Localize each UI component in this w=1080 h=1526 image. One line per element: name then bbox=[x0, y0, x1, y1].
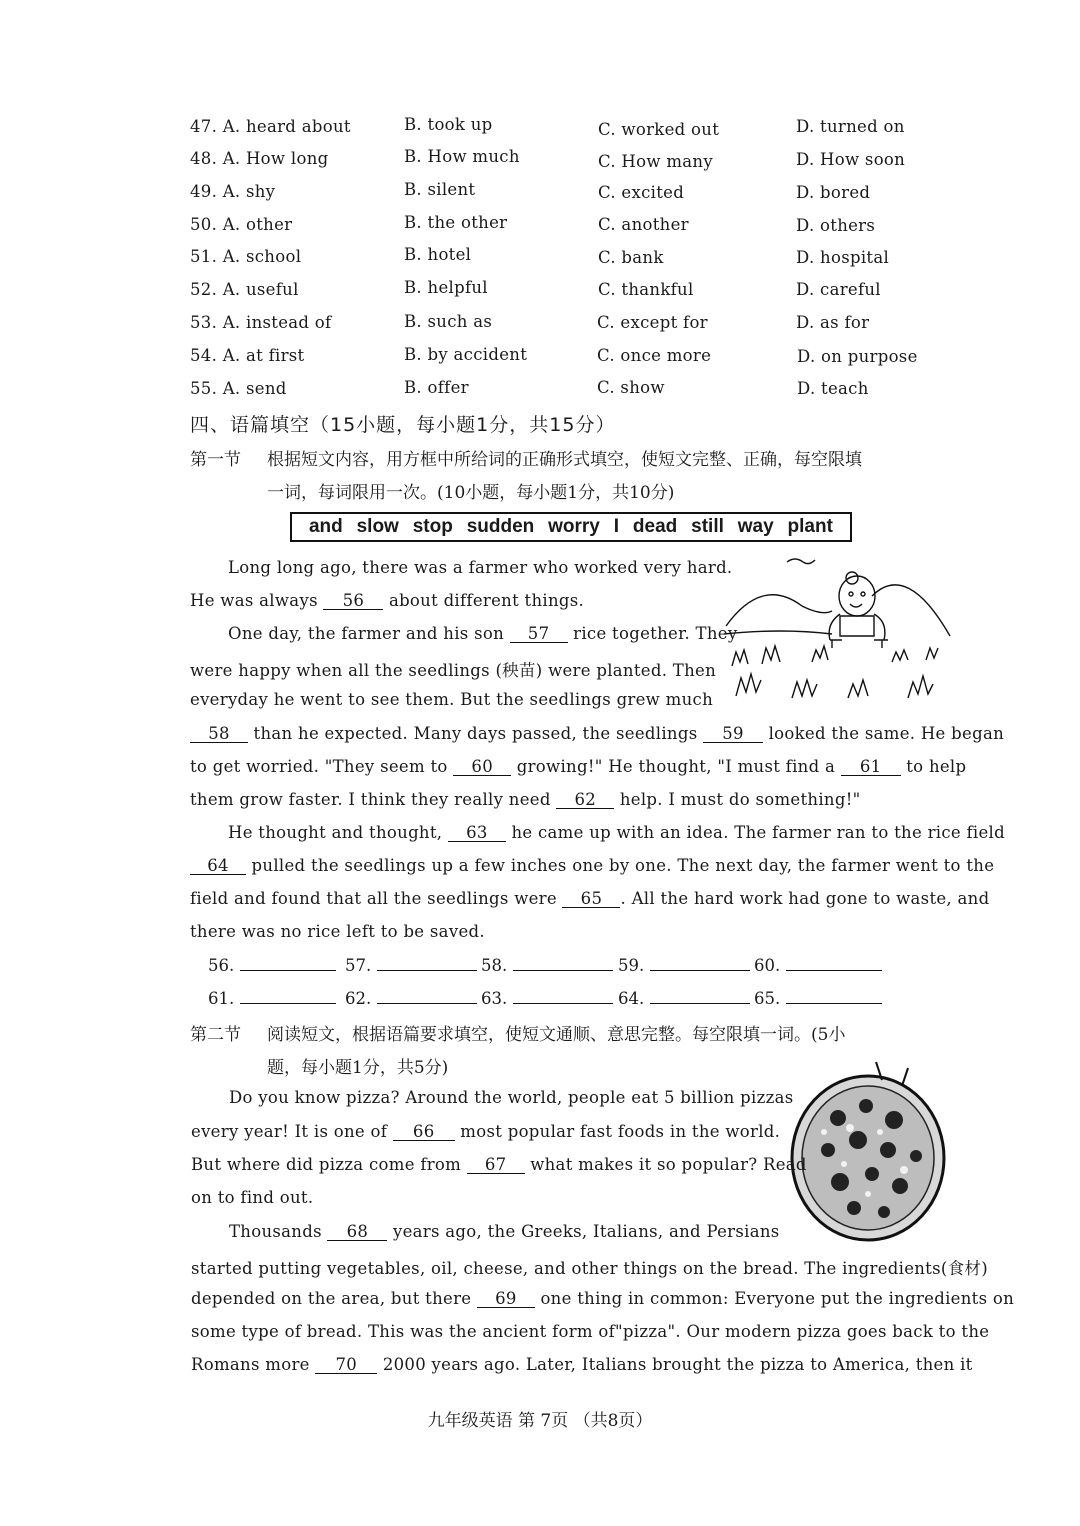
word-box-word: slow bbox=[356, 516, 399, 537]
option-d: D. hospital bbox=[796, 248, 890, 267]
option-c: C. except for bbox=[597, 313, 708, 332]
option-b: B. took up bbox=[404, 115, 493, 134]
blank-70[interactable]: 70 bbox=[315, 1356, 377, 1374]
option-d: D. careful bbox=[796, 280, 881, 299]
passage-line: to get worried. "They seem to 60 growing!" He thought, "I must find a 61 to help bbox=[190, 757, 967, 776]
page-footer: 九年级英语 第 7页 （共8页） bbox=[427, 1411, 653, 1431]
blank-67[interactable]: 67 bbox=[467, 1156, 525, 1174]
passage-line: some type of bread. This was the ancient form of"pizza". Our modern pizza goes back to the bbox=[191, 1322, 990, 1341]
option-a: 55. A. send bbox=[190, 379, 287, 398]
answer-field[interactable]: 63. bbox=[481, 989, 613, 1008]
answer-field[interactable]: 58. bbox=[481, 956, 613, 975]
option-a: 47. A. heard about bbox=[190, 117, 351, 136]
answer-field[interactable]: 62. bbox=[345, 989, 477, 1008]
option-d: D. on purpose bbox=[797, 347, 918, 366]
part1-instruction-line2: 一词，每词限用一次。(10小题，每小题1分，共10分) bbox=[267, 483, 675, 503]
option-c: C. thankful bbox=[598, 280, 694, 299]
blank-65[interactable]: 65 bbox=[562, 890, 620, 908]
option-b: B. the other bbox=[404, 213, 508, 232]
passage-line: 58 than he expected. Many days passed, the seedlings 59 looked the same. He began bbox=[190, 724, 1004, 743]
word-box bbox=[290, 512, 852, 542]
answer-field[interactable]: 60. bbox=[754, 956, 882, 975]
part1-label: 第一节 bbox=[190, 450, 241, 470]
passage-line: there was no rice left to be saved. bbox=[190, 922, 485, 941]
word-box-word: worry bbox=[548, 516, 600, 537]
passage-line: One day, the farmer and his son 57 rice together. They bbox=[228, 624, 738, 643]
passage-line: He was always 56 about different things. bbox=[190, 591, 585, 610]
answer-field[interactable]: 59. bbox=[618, 956, 750, 975]
option-d: D. How soon bbox=[796, 150, 906, 169]
passage-line: But where did pizza come from 67 what makes it so popular? Read bbox=[191, 1155, 807, 1174]
word-box-word: I bbox=[613, 516, 620, 537]
option-a: 53. A. instead of bbox=[190, 313, 332, 332]
part2-label: 第二节 bbox=[190, 1025, 241, 1045]
pizza-illustration bbox=[788, 1058, 948, 1246]
word-box-word: plant bbox=[787, 516, 833, 537]
option-c: C. excited bbox=[598, 183, 685, 202]
option-d: D. turned on bbox=[796, 117, 905, 136]
option-a: 54. A. at first bbox=[190, 346, 305, 365]
word-box-word: still bbox=[691, 516, 724, 537]
blank-62[interactable]: 62 bbox=[556, 791, 614, 809]
farmer-illustration bbox=[722, 556, 956, 706]
blank-66[interactable]: 66 bbox=[393, 1123, 455, 1141]
option-b: B. How much bbox=[404, 147, 520, 166]
word-box-word: dead bbox=[632, 516, 678, 537]
option-c: C. bank bbox=[598, 248, 664, 267]
option-c: C. worked out bbox=[598, 120, 720, 139]
option-a: 49. A. shy bbox=[190, 182, 276, 201]
blank-69[interactable]: 69 bbox=[477, 1290, 535, 1308]
passage-line: them grow faster. I think they really need 62 help. I must do something!" bbox=[190, 790, 861, 809]
passage-line: started putting vegetables, oil, cheese, and other things on the bread. The ingredients(食材) bbox=[191, 1259, 988, 1278]
blank-68[interactable]: 68 bbox=[327, 1223, 387, 1241]
answer-field[interactable]: 61. bbox=[208, 989, 336, 1008]
blank-56[interactable]: 56 bbox=[323, 592, 383, 610]
option-d: D. bored bbox=[796, 183, 871, 202]
option-d: D. teach bbox=[797, 379, 869, 398]
option-a: 52. A. useful bbox=[190, 280, 299, 299]
part2-instruction-line1: 阅读短文，根据语篇要求填空，使短文通顺、意思完整。每空限填一词。(5小 bbox=[267, 1025, 846, 1045]
passage-line: everyday he went to see them. But the seedlings grew much bbox=[190, 690, 713, 709]
option-a: 51. A. school bbox=[190, 247, 302, 266]
answer-field[interactable]: 57. bbox=[345, 956, 477, 975]
passage-line: depended on the area, but there 69 one thing in common: Everyone put the ingredients on bbox=[191, 1289, 1015, 1308]
passage-line: 64 pulled the seedlings up a few inches one by one. The next day, the farmer went to the bbox=[190, 856, 994, 875]
blank-59[interactable]: 59 bbox=[703, 725, 763, 743]
passage-line: field and found that all the seedlings were 65 . All the hard work had gone to waste, and bbox=[190, 889, 990, 908]
option-a: 48. A. How long bbox=[190, 149, 329, 168]
passage-line: Romans more 70 2000 years ago. Later, Italians brought the pizza to America, then it bbox=[191, 1355, 973, 1374]
passage-line: Do you know pizza? Around the world, people eat 5 billion pizzas bbox=[229, 1088, 794, 1107]
section-title: 四、语篇填空（15小题，每小题1分，共15分） bbox=[190, 414, 616, 436]
option-d: D. others bbox=[796, 216, 876, 235]
option-b: B. such as bbox=[404, 312, 493, 331]
blank-58[interactable]: 58 bbox=[190, 725, 248, 743]
blank-61[interactable]: 61 bbox=[841, 758, 901, 776]
passage-line: on to find out. bbox=[191, 1188, 314, 1207]
option-b: B. offer bbox=[404, 378, 469, 397]
part1-instruction-line1: 根据短文内容，用方框中所给词的正确形式填空，使短文完整、正确，每空限填 bbox=[267, 450, 862, 470]
word-box-word: way bbox=[737, 516, 774, 537]
word-box-word: and bbox=[308, 516, 343, 537]
part2-instruction-line2: 题，每小题1分，共5分) bbox=[267, 1058, 449, 1078]
option-c: C. another bbox=[598, 215, 689, 234]
answer-field[interactable]: 65. bbox=[754, 989, 882, 1008]
answer-field[interactable]: 56. bbox=[208, 956, 336, 975]
passage-line: Long long ago, there was a farmer who worked very hard. bbox=[228, 558, 733, 577]
word-box-word: stop bbox=[412, 516, 453, 537]
blank-57[interactable]: 57 bbox=[510, 625, 568, 643]
option-b: B. silent bbox=[404, 180, 476, 199]
option-c: C. How many bbox=[598, 152, 713, 171]
blank-60[interactable]: 60 bbox=[453, 758, 511, 776]
passage-line: Thousands 68 years ago, the Greeks, Italians, and Persians bbox=[229, 1222, 780, 1241]
word-box-word: sudden bbox=[466, 516, 535, 537]
passage-line: He thought and thought, 63 he came up with an idea. The farmer ran to the rice field bbox=[228, 823, 1005, 842]
option-b: B. by accident bbox=[404, 345, 528, 364]
option-c: C. show bbox=[597, 378, 665, 397]
passage-line: every year! It is one of 66 most popular fast foods in the world. bbox=[191, 1122, 781, 1141]
passage-line: were happy when all the seedlings (秧苗) were planted. Then bbox=[190, 661, 717, 680]
option-b: B. helpful bbox=[404, 278, 488, 297]
answer-field[interactable]: 64. bbox=[618, 989, 750, 1008]
option-a: 50. A. other bbox=[190, 215, 293, 234]
blank-63[interactable]: 63 bbox=[448, 824, 506, 842]
option-c: C. once more bbox=[597, 346, 712, 365]
blank-64[interactable]: 64 bbox=[190, 857, 246, 875]
option-d: D. as for bbox=[796, 313, 870, 332]
option-b: B. hotel bbox=[404, 245, 472, 264]
